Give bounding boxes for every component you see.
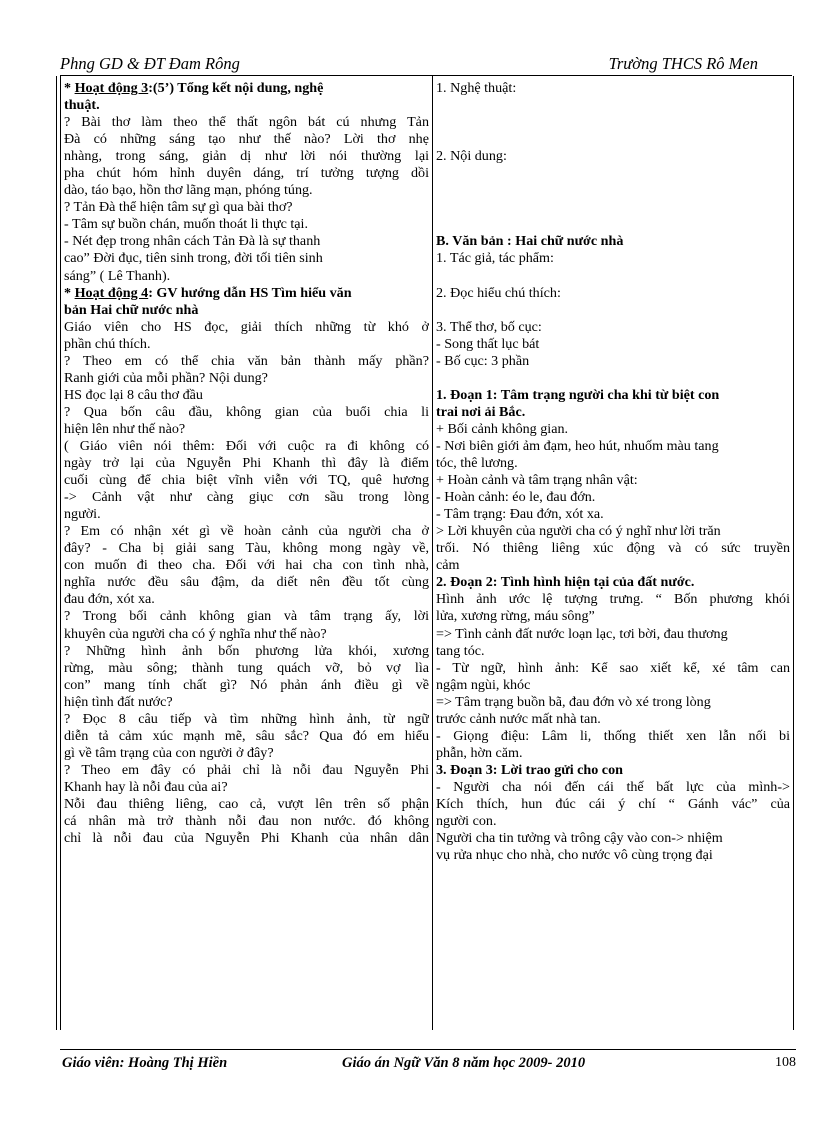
content-column (433, 76, 793, 1030)
content-line (436, 199, 790, 216)
activity-line: ngày trở lại của Nguyễn Phi Khanh thì đây là điểm (64, 455, 429, 472)
content-line: cảm (436, 557, 460, 574)
content-line: 1. Đoạn 1: Tâm trạng người cha khi từ biệt con (436, 386, 720, 403)
content-line: Hình ảnh ước lệ tượng trưng. “ Bốn phương khói (436, 591, 790, 608)
activity-line: ? Qua bốn câu đầu, không gian của buổi chia li (64, 403, 429, 420)
footer-rule (60, 1049, 796, 1050)
content-line: 1. Tác giả, tác phẩm: (436, 250, 554, 267)
activity-line: chỉ là nỗi đau của Nguyễn Phi Khanh của nhân dân (64, 830, 429, 847)
activity-line: thuật. (64, 97, 100, 114)
activity-line: cao” Đời đục, tiên sinh trong, đời tối tiên sinh (64, 250, 323, 267)
content-line (436, 131, 790, 148)
content-line: ngậm ngùi, khóc (436, 676, 531, 693)
page-number: 108 (775, 1055, 796, 1070)
content-line: Kích thích, hun đúc cái ý chí “ Gánh vác” của (436, 795, 790, 812)
footer-teacher: Giáo viên: Hoàng Thị Hiền (62, 1055, 228, 1071)
activity-line: gì về tâm trạng của con người ở đây? (64, 744, 274, 761)
activity-line: hiện tình đất nước? (64, 693, 173, 710)
content-line: + Bối cảnh không gian. (436, 420, 569, 437)
lesson-table-inner (60, 76, 794, 1030)
content-line: - Người cha nói đến cái thế bất lực của mình-> (436, 778, 790, 795)
content-line: 3. Thể thơ, bố cục: (436, 318, 542, 335)
activity-line: ? Trong bối cảnh không gian và tâm trạng ấy, lời (64, 608, 429, 625)
activity-line: cá nhân mà trở thành nỗi đau non nước. đó không (64, 813, 429, 830)
content-line: tang tóc. (436, 642, 485, 659)
activity-line: đây? - Cha bị giải sang Tàu, không mong ngày về, (64, 540, 429, 557)
content-line: lửa, xương rừng, máu sông” (436, 608, 595, 625)
content-line: => Tâm trạng buồn bã, đau đớn vò xé trong lòng (436, 693, 711, 710)
activity-line: - Tâm sự buồn chán, muốn thoát li thực tại. (64, 216, 308, 233)
content-line: phẫn, hờn căm. (436, 744, 523, 761)
lesson-table (56, 76, 795, 1030)
content-line: người con. (436, 813, 497, 830)
activity-line: Đà có những sáng tạo như thế nào? Lời thơ nhẹ (64, 131, 429, 148)
activity-line: nhàng, trong sáng, giản dị như lời nói thường lại (64, 148, 429, 165)
activity-line: - Nét đẹp trong nhân cách Tản Đà là sự thanh (64, 233, 321, 250)
content-line: - Tâm trạng: Đau đớn, xót xa. (436, 506, 604, 523)
content-line: trai nơi ải Bắc. (436, 403, 526, 420)
activity-line: ? Theo em có thể chia văn bản thành mấy phần? (64, 352, 429, 369)
activity-line: phần chú thích. (64, 335, 151, 352)
page-header (60, 52, 760, 74)
activity-line: nghĩa nước đều sâu đậm, da diết nên đều tốt cùng (64, 574, 429, 591)
content-line: B. Văn bản : Hai chữ nước nhà (436, 233, 624, 250)
activities-column (61, 76, 433, 1030)
activity-line: pha chút hóm hỉnh duyên dáng, trí tưởng tượng dồi (64, 165, 429, 182)
activity-line: sáng” ( Lê Thanh). (64, 267, 171, 284)
activity-line: ? Đọc 8 câu tiếp và tìm những hình ảnh, từ ngữ (64, 710, 429, 727)
footer-lesson-plan-title: Giáo án Ngữ Văn 8 năm học 2009- 2010 (342, 1055, 586, 1071)
activity-line: Ranh giới của mỗi phần? Nội dung? (64, 369, 268, 386)
content-line: => Tình cảnh đất nước loạn lạc, tơi bời, đau thương (436, 625, 728, 642)
content-line: trước cảnh nước mất nhà tan. (436, 710, 601, 727)
content-line: 2. Nội dung: (436, 148, 507, 165)
content-line: > Lời khuyên của người cha có ý nghĩ như lời trăn (436, 523, 721, 540)
content-line: Người cha tin tưởng và trông cậy vào con-> nhiệm (436, 830, 723, 847)
content-line: - Nơi biên giới ảm đạm, heo hút, nhuốm màu tang (436, 437, 719, 454)
content-line (436, 370, 790, 387)
activity-line: con” mang tính chất gì? Nó phản ánh điều gì về (64, 676, 429, 693)
activity-line: cuối cùng để chia biệt vĩnh viễn với TQ, quê hương (64, 472, 429, 489)
activity-line: người. (64, 506, 101, 523)
content-line (436, 268, 790, 285)
activity-line: ? Những hình ảnh bốn phương lửa khói, xương (64, 642, 429, 659)
content-line: 2. Đoạn 2: Tình hình hiện tại của đất nước. (436, 574, 695, 591)
content-line: 1. Nghệ thuật: (436, 80, 517, 96)
content-line: - Giọng điệu: Lâm li, thống thiết xen lẫn nối bi (436, 727, 790, 744)
activity-line: Khanh hay là nỗi đau của ai? (64, 778, 228, 795)
activity-line: con muốn đi theo cha. Đối với hai cha con tình nhà, (64, 557, 429, 574)
content-line: - Bố cục: 3 phần (436, 352, 530, 369)
content-line: - Hoàn cảnh: éo le, đau đớn. (436, 489, 596, 506)
activity-line: -> Cảnh vật như càng giục cơn sầu trong lòng (64, 489, 429, 506)
content-line: 2. Đọc hiểu chú thích: (436, 284, 561, 301)
activity-line: hiện lên như thế nào? (64, 420, 186, 437)
activity-line: đau đớn, xót xa. (64, 591, 155, 608)
content-line: tóc, thê lương. (436, 455, 518, 472)
content-line: 3. Đoạn 3: Lời trao gửi cho con (436, 761, 623, 778)
page-footer (60, 1055, 796, 1075)
activity-line: dào, táo bạo, hồn thơ lãng mạn, phóng túng. (64, 182, 313, 199)
activity-line: * Hoạt động 3:(5’) Tổng kết nội dung, nghệ (64, 80, 324, 96)
activity-line: Giáo viên cho HS đọc, giải thích những từ khó ở (64, 318, 429, 335)
content-line: trối. Nó thiêng liêng xúc động và có sức truyền (436, 540, 790, 557)
activity-line: khuyên của người cha có ý nghĩa như thế nào? (64, 625, 327, 642)
activity-line: bản Hai chữ nước nhà (64, 301, 199, 318)
activity-line: diễn tả cảm xúc mạnh mẽ, sâu sắc? Qua đó em hiểu (64, 727, 429, 744)
content-line (436, 216, 790, 233)
content-line: + Hoàn cảnh và tâm trạng nhân vật: (436, 472, 638, 489)
content-line (436, 302, 790, 319)
content-line (436, 182, 790, 199)
activity-line: rừng, màu sông; thành tung quách vỡ, bỏ vợ lìa (64, 659, 429, 676)
activity-line: * Hoạt động 4: GV hướng dẫn HS Tìm hiểu văn (64, 284, 352, 301)
activity-line: ? Tản Đà thể hiện tâm sự gì qua bài thơ? (64, 199, 293, 216)
activity-line: ? Em có nhận xét gì về hoàn cảnh của người cha ở (64, 523, 429, 540)
activity-line: HS đọc lại 8 câu thơ đầu (64, 386, 203, 403)
content-line: - Từ ngữ, hình ảnh: Kể sao xiết kể, xé tâm can (436, 659, 790, 676)
content-line (436, 114, 790, 131)
activity-line: ( Giáo viên nói thêm: Đối với cuộc ra đi không có (64, 437, 429, 454)
header-school-district: Phng GD & ĐT Đam Rông (60, 54, 240, 73)
content-line: vụ rửa nhục cho nhà, cho nước vô cùng trọng đại (436, 847, 713, 864)
header-school-name: Trường THCS Rô Men (608, 54, 758, 73)
activity-line: ? Bài thơ làm theo thể thất ngôn bát cú nhưng Tản (64, 114, 429, 131)
content-line: - Song thất lục bát (436, 335, 540, 352)
content-line (436, 97, 790, 114)
content-line (436, 165, 790, 182)
activity-line: ? Theo em đây có phải chỉ là nỗi đau Nguyễn Phi (64, 761, 429, 778)
activity-line: Nỗi đau thiêng liêng, cao cả, vượt lên trên số phận (64, 795, 429, 812)
